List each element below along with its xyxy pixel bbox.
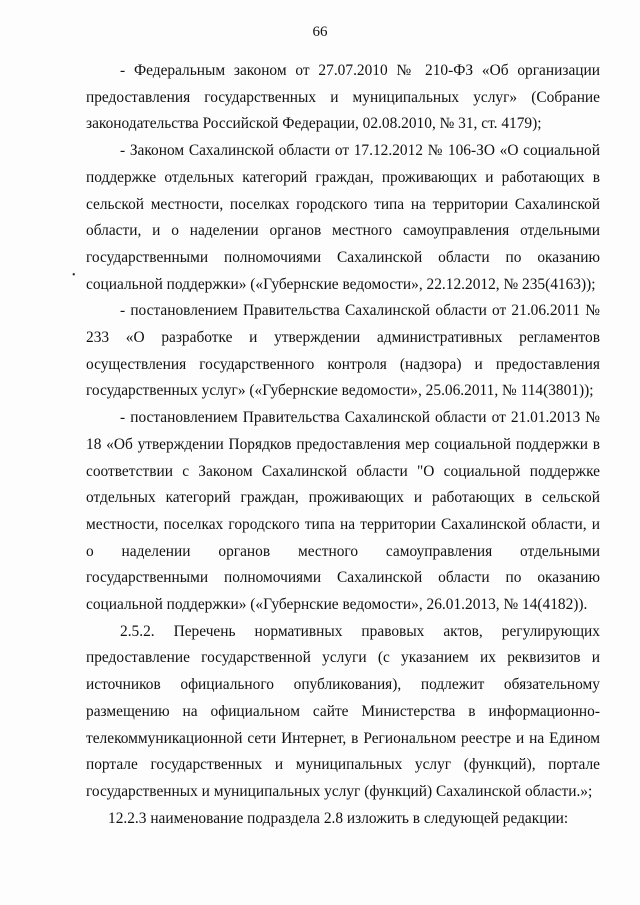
page-number: 66 [312,24,328,40]
scan-mark: • [72,270,76,281]
paragraph-resolution-18: - постановлением Правительства Сахалинской области от 21.01.2013 № 18 «Об утверждении Порядков предоставления мер социальной поддержки в соответствии с Законом Сахалинской области "О социальной поддержке отдельных категорий граждан, проживающих и работающих в сельской местности, поселках городского типа на территории Сахалинской области, и о наделении органов местного самоуправления отдельными государственными полномочиями Сахалинской области по оказанию социальной поддержки» («Губернские ведомости», 26.01.2013, № 14(4182)). [86,409,600,614]
paragraph-federal-law: - Федеральным законом от 27.07.2010 № 210-ФЗ «Об организации предоставления государственных и муниципальных услуг» (Собрание законодательства Российской Федерации, 02.08.2010, № 31, ст. 4179); [86,62,600,133]
paragraph-2-5-2: 2.5.2. Перечень нормативных правовых актов, регулирующих предоставление государственной услуги (с указанием их реквизитов и источников официального опубликования), подлежит обязательному размещению на официальном сайте Министерства в информационно-телекоммуникационной сети Интернет, в Региональном реестре и на Едином портале государственных и муниципальных услуг (функций), портале государственных и муниципальных услуг (функций) Сахалинской области.»; [86,622,600,800]
paragraph-12-2-3: 12.2.3 наименование подраздела 2.8 изложить в следующей редакции: [108,809,569,827]
paragraph-sakhalin-law: - Законом Сахалинской области от 17.12.2012 № 106-ЗО «О социальной поддержке отдельных категорий граждан, проживающих и работающих в сельской местности, поселках городского типа на территории Сахалинской области, и о наделении органов местного самоуправления отдельными государственными полномочиями Сахалинской области по оказанию социальной поддержки» («Губернские ведомости», 22.12.2012, № 235(4163)); [86,142,600,293]
paragraph-resolution-233: - постановлением Правительства Сахалинской области от 21.06.2011 № 233 «О разработке и утверждении административных регламентов осуществления государственного контроля (надзора) и предоставления государственных услуг» («Губернские ведомости», 25.06.2011, № 114(3801)); [86,302,600,400]
document-body [86,58,600,832]
